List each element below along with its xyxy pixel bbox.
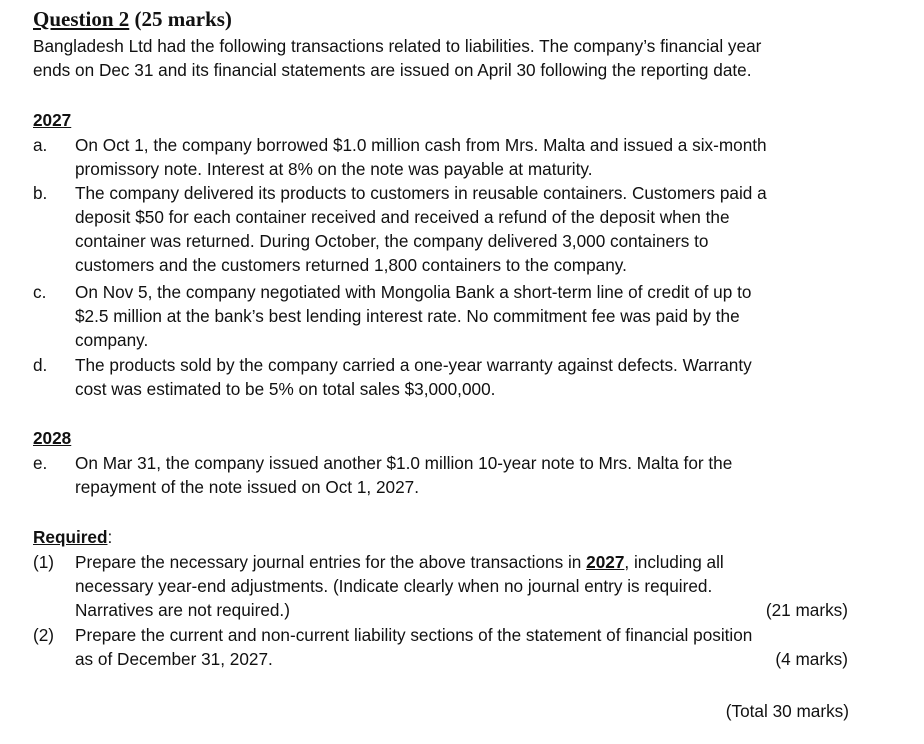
total-marks: (Total 30 marks) (725, 701, 849, 721)
question-heading (33, 6, 232, 32)
item-line: container was returned. During October, the company delivered 3,000 containers to (75, 231, 709, 251)
task-line-text: , including all (624, 552, 724, 572)
task-line: Prepare the current and non-current liability sections of the statement of financial position (75, 625, 753, 645)
item-line: company. (75, 330, 149, 350)
item-text (75, 181, 893, 277)
task-line: necessary year-end adjustments. (Indicate clearly when no journal entry is required. (75, 576, 713, 596)
task-text (75, 623, 848, 671)
task-marks: (4 marks) (775, 649, 848, 669)
transaction-item-c (33, 280, 893, 352)
item-letter: e. (33, 453, 48, 473)
item-line: On Oct 1, the company borrowed $1.0 million cash from Mrs. Malta and issued a six-month (75, 135, 767, 155)
item-text (75, 280, 893, 352)
item-line: $2.5 million at the bank’s best lending interest rate. No commitment fee was paid by the (75, 306, 740, 326)
question-label: Question 2 (33, 7, 130, 31)
required-task-1 (33, 550, 848, 622)
item-letter: c. (33, 282, 47, 302)
year-heading-2027: 2027 (33, 110, 72, 130)
item-line: On Nov 5, the company negotiated with Mongolia Bank a short-term line of credit of up to (75, 282, 752, 302)
question-marks: (25 marks) (129, 7, 232, 31)
required-colon: : (107, 527, 113, 547)
item-line: customers and the customers returned 1,800 containers to the company. (75, 255, 627, 275)
required-label: Required (33, 527, 108, 547)
item-letter: b. (33, 183, 48, 203)
item-line: deposit $50 for each container received and received a refund of the deposit when the (75, 207, 730, 227)
item-letter: a. (33, 135, 48, 155)
item-letter: d. (33, 355, 48, 375)
required-heading (33, 525, 112, 549)
task-number: (2) (33, 625, 55, 645)
intro-line: Bangladesh Ltd had the following transactions related to liabilities. The company’s financial year (33, 36, 762, 56)
year-heading-2028: 2028 (33, 428, 72, 448)
transaction-item-d (33, 353, 893, 401)
task-number: (1) (33, 552, 55, 572)
intro-paragraph (33, 34, 873, 82)
item-line: cost was estimated to be 5% on total sales $3,000,000. (75, 379, 496, 399)
item-line: promissory note. Interest at 8% on the note was payable at maturity. (75, 159, 593, 179)
item-line: The products sold by the company carried a one-year warranty against defects. Warranty (75, 355, 752, 375)
transaction-item-a (33, 133, 893, 181)
item-text (75, 451, 893, 499)
task-marks: (21 marks) (765, 600, 848, 620)
task-line (75, 550, 848, 574)
task-line-text: Prepare the necessary journal entries for the above transactions in (75, 552, 587, 572)
transaction-item-e (33, 451, 893, 499)
item-text (75, 353, 893, 401)
required-task-2 (33, 623, 848, 671)
task-text (75, 550, 848, 622)
task-line: as of December 31, 2027. (75, 649, 273, 669)
item-line: On Mar 31, the company issued another $1.0 million 10-year note to Mrs. Malta for the (75, 453, 733, 473)
item-line: The company delivered its products to customers in reusable containers. Customers paid a (75, 183, 767, 203)
transaction-item-b (33, 181, 893, 277)
intro-line: ends on Dec 31 and its financial statements are issued on April 30 following the reporting date. (33, 60, 752, 80)
task-year-ref: 2027 (586, 552, 625, 572)
item-line: repayment of the note issued on Oct 1, 2027. (75, 477, 419, 497)
task-line: Narratives are not required.) (75, 600, 290, 620)
item-text (75, 133, 893, 181)
